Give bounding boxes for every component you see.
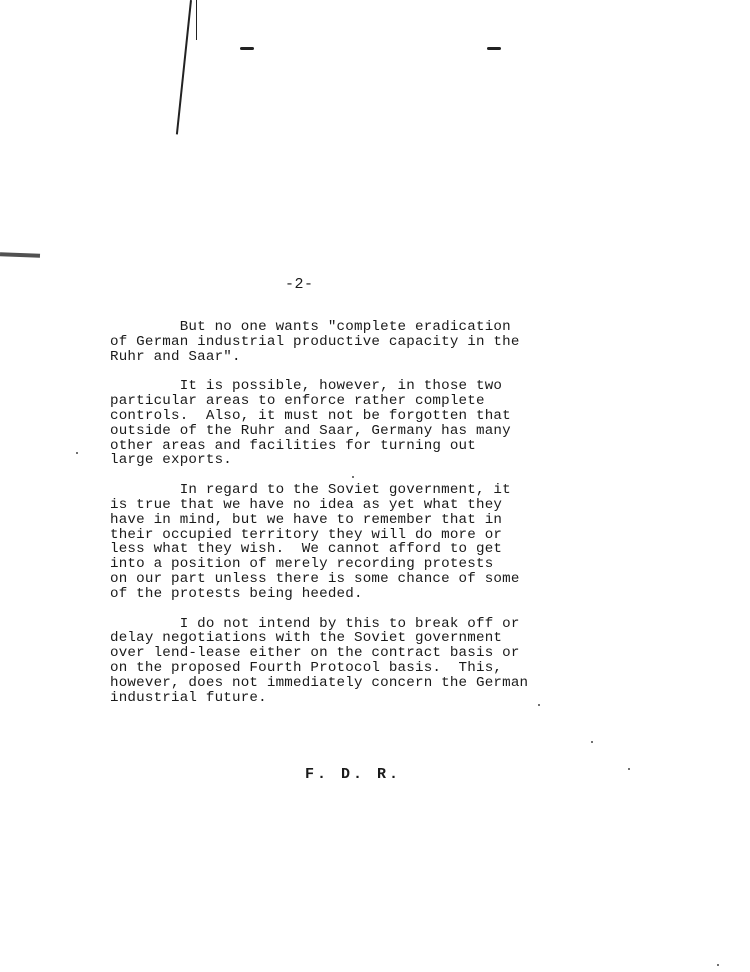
text-line: other areas and facilities for turning out <box>110 437 476 454</box>
text-line: of German industrial productive capacity in the <box>110 333 520 350</box>
pen-stroke-mark <box>176 0 192 134</box>
hole-punch-mark <box>240 47 254 50</box>
text-line: controls. Also, it must not be forgotten that <box>110 407 511 424</box>
text-line: delay negotiations with the Soviet government <box>110 630 503 647</box>
text-line: industrial future. <box>110 689 267 706</box>
text-line: of the protests being heeded. <box>110 585 363 602</box>
text-line: large exports. <box>110 452 232 469</box>
text-line: In regard to the Soviet government, it <box>110 482 511 499</box>
text-line: Ruhr and Saar". <box>110 348 241 365</box>
speck <box>76 452 78 454</box>
text-line: however, does not immediately concern the German <box>110 674 529 691</box>
speck <box>628 768 630 770</box>
text-line: But no one wants "complete eradication <box>110 319 511 335</box>
text-line: on the proposed Fourth Protocol basis. This, <box>110 659 503 676</box>
speck <box>591 741 593 743</box>
text-line: less what they wish. We cannot afford to get <box>110 541 503 558</box>
paragraph-2 <box>110 379 560 468</box>
speck <box>717 964 719 966</box>
page-number: -2- <box>285 276 314 293</box>
text-line: It is possible, however, in those two <box>110 378 503 395</box>
letter-body <box>110 320 560 720</box>
text-line: over lend-lease either on the contract basis or <box>110 645 520 662</box>
text-line: their occupied territory they will do more or <box>110 526 503 543</box>
paragraph-3 <box>110 483 560 601</box>
text-line: particular areas to enforce rather complete <box>110 393 485 410</box>
margin-smudge <box>0 252 40 257</box>
text-line: is true that we have no idea as yet what they <box>110 496 503 513</box>
paragraph-4 <box>110 617 560 706</box>
text-line: on our part unless there is some chance of some <box>110 570 520 587</box>
text-line: I do not intend by this to break off or <box>110 615 520 632</box>
text-line: outside of the Ruhr and Saar, Germany has many <box>110 422 511 439</box>
text-line: have in mind, but we have to remember that in <box>110 511 503 528</box>
paragraph-1 <box>110 320 560 364</box>
text-line: into a position of merely recording protests <box>110 556 494 573</box>
signature-initials: F. D. R. <box>305 766 402 783</box>
pen-stroke-mark <box>196 0 197 40</box>
hole-punch-mark <box>487 47 501 50</box>
